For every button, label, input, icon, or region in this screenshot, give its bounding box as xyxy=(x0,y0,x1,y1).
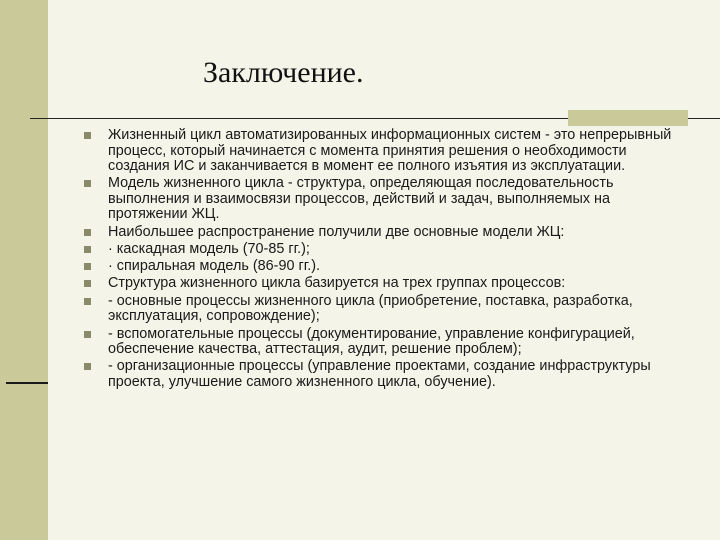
bullet-item xyxy=(84,225,684,241)
bullet-item xyxy=(84,327,684,358)
bullet-text: · спиральная модель (86-90 гг.). xyxy=(108,258,320,275)
side-accent-line xyxy=(6,382,48,384)
slide-title: Заключение. xyxy=(203,56,364,89)
title-accent-bar xyxy=(568,110,688,126)
bullet-text: - организационные процессы (управление проектами, создание инфраструктуры проекта, улучшение самого жизненного цикла, обучение). xyxy=(108,358,651,390)
bullet-text: - вспомогательные процессы (документирование, управление конфигурацией, обеспечение качества, аттестация, аудит, решение проблем); xyxy=(108,325,635,358)
bullet-text: Структура жизненного цикла базируется на трех группах процессов: xyxy=(108,275,566,292)
side-accent-band xyxy=(0,0,48,540)
bullet-item xyxy=(84,176,684,223)
square-bullet-icon xyxy=(84,180,91,187)
bullet-text: Модель жизненного цикла - структура, определяющая последовательность выполнения и взаимосвязи процессов, действий и задач, выполняемых на протяжении ЖЦ. xyxy=(108,175,614,223)
bullet-item xyxy=(84,294,684,325)
square-bullet-icon xyxy=(84,363,91,370)
bullet-text: - основные процессы жизненного цикла (приобретение, поставка, разработка, эксплуатация, сопровождение); xyxy=(108,292,633,325)
bullet-item xyxy=(84,242,684,258)
square-bullet-icon xyxy=(84,132,91,139)
square-bullet-icon xyxy=(84,263,91,270)
square-bullet-icon xyxy=(84,298,91,305)
bullet-text: Наибольшее распространение получили две основные модели ЖЦ: xyxy=(108,223,565,240)
square-bullet-icon xyxy=(84,229,91,236)
bullet-list xyxy=(84,128,684,392)
bullet-text: Жизненный цикл автоматизированных информационных систем - это непрерывный процесс, который начинается с момента принятия решения о необходимости создания ИС и заканчивается в момент ее полного изъятия из эксплуатации. xyxy=(108,127,672,174)
square-bullet-icon xyxy=(84,246,91,253)
bullet-item xyxy=(84,128,684,175)
bullet-item xyxy=(84,259,684,275)
square-bullet-icon xyxy=(84,331,91,338)
bullet-text: · каскадная модель (70-85 гг.); xyxy=(108,240,310,257)
bullet-item xyxy=(84,276,684,292)
square-bullet-icon xyxy=(84,280,91,287)
bullet-item xyxy=(84,359,684,390)
